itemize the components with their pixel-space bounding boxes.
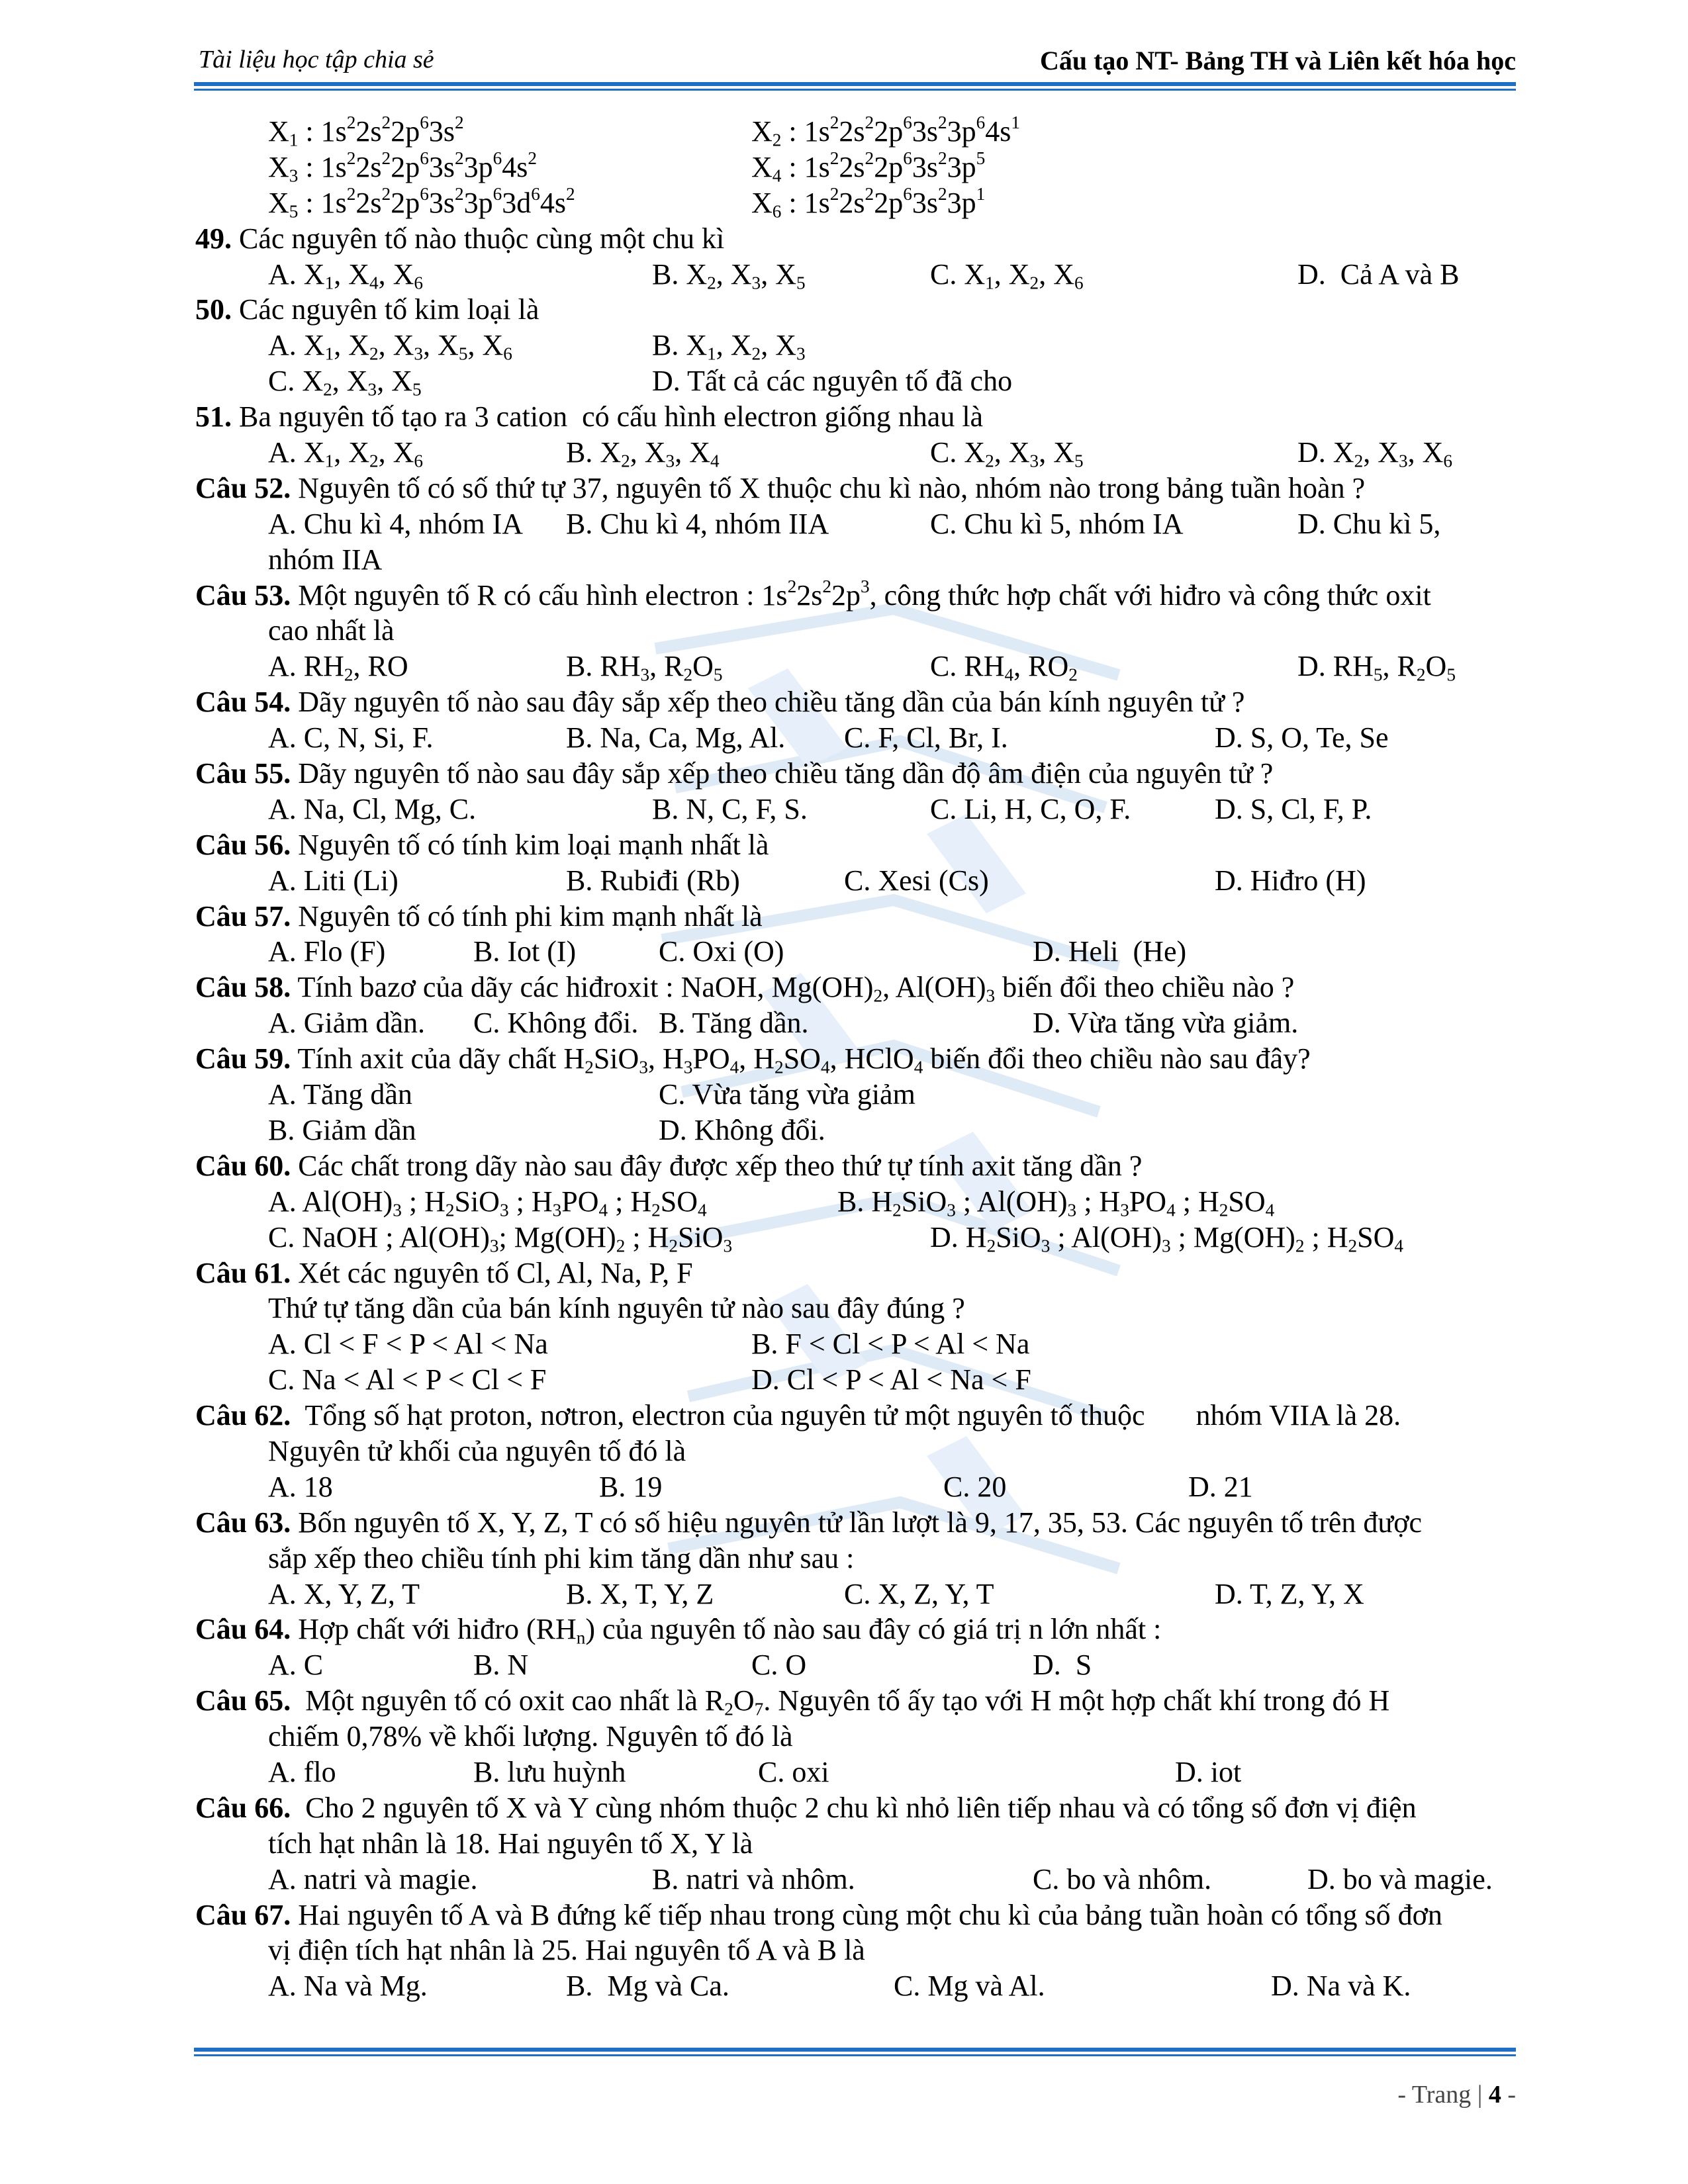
answer-option: B. N, C, F, S. bbox=[652, 792, 808, 825]
answer-option: C. 20 bbox=[943, 1470, 1007, 1503]
text-line bbox=[195, 257, 1516, 293]
text-line bbox=[195, 1541, 1516, 1576]
text-line bbox=[195, 1505, 1516, 1541]
answer-option: A. C bbox=[268, 1649, 324, 1682]
answer-option: D. S, O, Te, Se bbox=[1215, 721, 1389, 754]
text-line bbox=[195, 684, 1516, 720]
answer-option: $X_5$ : $1s^22s^22p^63s^23p^63d^64s^2$ bbox=[268, 183, 575, 222]
text-line bbox=[195, 720, 1516, 756]
text-line bbox=[195, 1184, 1516, 1220]
answer-option: D. S, Cl, F, P. bbox=[1215, 792, 1372, 825]
text-line bbox=[195, 542, 1516, 578]
answer-option: nhóm IIA bbox=[268, 543, 383, 576]
answer-option: A. Liti (Li) bbox=[268, 864, 399, 897]
text-line bbox=[195, 1220, 1516, 1255]
header-rule bbox=[194, 82, 1516, 86]
question-text: Câu 52. Nguyên tố có số thứ tự 37, nguyên tố X thuộc chu kì nào, nhóm nào trong bảng tuần hoàn ? bbox=[195, 471, 1366, 504]
text-line bbox=[195, 1362, 1516, 1398]
answer-option: A. $X_1$, $X_4$, $X_6$ bbox=[268, 257, 424, 293]
answer-option: A. Cl < F < P < Al < Na bbox=[268, 1328, 548, 1361]
question-text: 51. Ba nguyên tố tạo ra 3 cation có cấu hình electron giống nhau là bbox=[195, 400, 984, 433]
answer-option: D. Na và K. bbox=[1271, 1970, 1411, 2003]
answer-option: $X_1$ : $1s^22s^22p^63s^2$ bbox=[268, 112, 464, 150]
text-line bbox=[195, 292, 1516, 328]
text-line bbox=[195, 649, 1516, 684]
answer-option: sắp xếp theo chiều tính phi kim tăng dần như sau : bbox=[268, 1541, 855, 1574]
answer-option: C. Li, H, C, O, F. bbox=[930, 792, 1131, 825]
text-line bbox=[195, 1398, 1516, 1433]
answer-option: C. X, Z, Y, T bbox=[844, 1577, 994, 1610]
answer-option: A. Flo (F) bbox=[268, 935, 386, 968]
page-number: 4 bbox=[1488, 2081, 1501, 2109]
answer-option: C. Chu kì 5, nhóm IA bbox=[930, 507, 1184, 540]
text-line bbox=[195, 185, 1516, 221]
answer-option: B. Tăng dần. bbox=[659, 1007, 809, 1040]
text-line bbox=[195, 1719, 1516, 1754]
answer-option: C. oxi bbox=[758, 1755, 829, 1788]
answer-option: B. N bbox=[473, 1649, 529, 1682]
answer-option: B. $X_2$, $X_3$, $X_4$ bbox=[566, 436, 720, 471]
answer-option: D. Không đổi. bbox=[659, 1113, 825, 1146]
header-rule-thin bbox=[194, 89, 1516, 91]
text-line bbox=[195, 363, 1516, 399]
question-text: 49. Các nguyên tố nào thuộc cùng một chu kì bbox=[195, 222, 725, 255]
answer-option: D. Heli (He) bbox=[1033, 935, 1187, 968]
answer-option: A. X, Y, Z, T bbox=[268, 1577, 420, 1610]
question-text: Câu 66. Cho 2 nguyên tố X và Y cùng nhóm thuộc 2 chu kì nhỏ liên tiếp nhau và có tổng số đơn vị điện bbox=[195, 1791, 1417, 1824]
text-line bbox=[195, 1041, 1516, 1077]
answer-option: B. X, T, Y, Z bbox=[566, 1577, 714, 1610]
answer-option: C. Oxi (O) bbox=[659, 935, 784, 968]
answer-option: B. Iot (I) bbox=[473, 935, 577, 968]
answer-option: D. Chu kì 5, bbox=[1297, 507, 1441, 540]
answer-option: B. Mg và Ca. bbox=[566, 1970, 729, 2003]
question-text: Câu 55. Dãy nguyên tố nào sau đây sắp xếp theo chiều tăng dần độ âm điện của nguyên tử ? bbox=[195, 757, 1274, 790]
page-footer bbox=[1397, 2080, 1516, 2109]
question-text: Câu 59. Tính axit của dãy chất $H_2SiO_3$, $H_3PO_4$, $H_2SO_4$, HClO$_4$ biến đổi theo chiều nào sau đây? bbox=[195, 1042, 1311, 1077]
question-text: Câu 67. Hai nguyên tố A và B đứng kế tiếp nhau trong cùng một chu kì của bảng tuần hoàn có tổng số đơn bbox=[195, 1898, 1442, 1931]
text-line bbox=[195, 1148, 1516, 1184]
text-line bbox=[195, 506, 1516, 542]
text-line bbox=[195, 471, 1516, 506]
text-line bbox=[195, 613, 1516, 649]
answer-option: C. Mg và Al. bbox=[894, 1970, 1045, 2003]
answer-option: $X_4$ : $1s^22s^22p^63s^23p^5$ bbox=[751, 148, 986, 186]
answer-option: D. Cl < P < Al < Na < F bbox=[751, 1363, 1031, 1396]
answer-option: Thứ tự tăng dần của bán kính nguyên tử nào sau đây đúng ? bbox=[268, 1292, 965, 1325]
answer-option: C. F, Cl, Br, I. bbox=[844, 721, 1008, 754]
text-line bbox=[195, 221, 1516, 257]
answer-option: C. $RH_4$, $RO_2$ bbox=[930, 650, 1078, 685]
answer-option: D. Hiđro (H) bbox=[1215, 864, 1366, 897]
answer-option: B. F < Cl < P < Al < Na bbox=[751, 1328, 1030, 1361]
text-line bbox=[195, 1433, 1516, 1469]
text-line bbox=[195, 756, 1516, 792]
text-line bbox=[195, 863, 1516, 899]
text-line bbox=[195, 1754, 1516, 1790]
text-line bbox=[195, 1291, 1516, 1326]
question-text: Câu 56. Nguyên tố có tính kim loại mạnh nhất là bbox=[195, 828, 769, 861]
answer-option: D. bo và magie. bbox=[1307, 1862, 1493, 1895]
answer-option: C. Xesi (Cs) bbox=[844, 864, 989, 897]
header-right-title: Cấu tạo NT- Bảng TH và Liên kết hóa học bbox=[1039, 46, 1516, 75]
answer-option: C. bo và nhôm. bbox=[1033, 1862, 1212, 1895]
text-line bbox=[195, 934, 1516, 970]
answer-option: D. iot bbox=[1175, 1755, 1242, 1788]
answer-option: C. O bbox=[751, 1649, 807, 1682]
answer-option: D. $H_2SiO_3$ ; $Al(OH)_3$ ; $Mg(OH)_2$ ; $H_2SO_4$ bbox=[930, 1220, 1403, 1256]
answer-option: D. Tất cả các nguyên tố đã cho bbox=[652, 365, 1013, 398]
answer-option: B. Na, Ca, Mg, Al. bbox=[566, 721, 786, 754]
answer-option: A. 18 bbox=[268, 1470, 333, 1503]
question-list bbox=[195, 114, 1516, 2004]
question-text: Câu 65. Một nguyên tố có oxit cao nhất là $R_2O_7$. Nguyên tố ấy tạo với H một hợp chất khí trong đó H bbox=[195, 1684, 1390, 1719]
answer-option: chiếm 0,78% về khối lượng. Nguyên tố đó là bbox=[268, 1720, 793, 1753]
text-line bbox=[195, 1862, 1516, 1897]
answer-option: C. Vừa tăng vừa giảm bbox=[659, 1078, 915, 1111]
answer-option: Nguyên tử khối của nguyên tố đó là bbox=[268, 1434, 686, 1467]
text-line bbox=[195, 1005, 1516, 1041]
answer-option: A. $X_1$, $X_2$, $X_6$ bbox=[268, 436, 424, 471]
answer-option: tích hạt nhân là 18. Hai nguyên tố X, Y là bbox=[268, 1827, 753, 1860]
answer-option: A. flo bbox=[268, 1755, 336, 1788]
footer-rule-thin bbox=[194, 2054, 1516, 2056]
answer-option: C. $X_1$, $X_2$, $X_6$ bbox=[930, 257, 1084, 293]
answer-option: A. $RH_2$, RO bbox=[268, 650, 408, 685]
question-text: 50. Các nguyên tố kim loại là bbox=[195, 293, 539, 326]
answer-option: A. Chu kì 4, nhóm IA bbox=[268, 507, 523, 540]
question-text: Câu 61. Xét các nguyên tố Cl, Al, Na, P, F bbox=[195, 1256, 693, 1289]
text-line bbox=[195, 1612, 1516, 1647]
text-line bbox=[195, 1113, 1516, 1148]
text-line bbox=[195, 827, 1516, 863]
text-line bbox=[195, 970, 1516, 1005]
answer-option: $X_2$ : $1s^22s^22p^63s^23p^64s^1$ bbox=[751, 112, 1020, 150]
text-line bbox=[195, 1647, 1516, 1683]
header-left-title: Tài liệu học tập chia sẻ bbox=[199, 46, 434, 73]
answer-option: B. natri và nhôm. bbox=[652, 1862, 855, 1895]
answer-option: B. lưu huỳnh bbox=[473, 1755, 626, 1788]
text-line bbox=[195, 399, 1516, 435]
text-line bbox=[195, 1826, 1516, 1862]
text-line bbox=[195, 899, 1516, 934]
answer-option: $X_6$ : $1s^22s^22p^63s^23p^1$ bbox=[751, 183, 986, 222]
text-line bbox=[195, 150, 1516, 185]
answer-option: A. natri và magie. bbox=[268, 1862, 478, 1895]
answer-option: C. $X_2$, $X_3$, $X_5$ bbox=[930, 436, 1084, 471]
answer-option: D. $X_2$, $X_3$, $X_6$ bbox=[1297, 436, 1453, 471]
answer-option: D. $RH_5$, $R_2O_5$ bbox=[1297, 650, 1456, 685]
text-line bbox=[195, 1576, 1516, 1612]
text-line bbox=[195, 792, 1516, 827]
question-text: Câu 53. Một nguyên tố R có cấu hình electron : $1s^22s^22p^3$, công thức hợp chất với hiđro và công thức oxit bbox=[195, 576, 1431, 612]
answer-option: B. $X_1$, $X_2$, $X_3$ bbox=[652, 329, 806, 364]
text-line bbox=[195, 1897, 1516, 1933]
answer-option: A. C, N, Si, F. bbox=[268, 721, 434, 754]
text-line bbox=[195, 578, 1516, 614]
answer-option: D. Cả A và B bbox=[1297, 257, 1460, 291]
answer-option: D. S bbox=[1033, 1649, 1092, 1682]
answer-option: B. $H_2SiO_3$ ; $Al(OH)_3$ ; $H_3PO_4$ ; $H_2SO_4$ bbox=[837, 1185, 1275, 1220]
text-line bbox=[195, 114, 1516, 150]
question-text: Câu 57. Nguyên tố có tính phi kim mạnh nhất là bbox=[195, 899, 763, 933]
answer-option: A. Na và Mg. bbox=[268, 1970, 428, 2003]
answer-option: B. Rubiđi (Rb) bbox=[566, 864, 740, 897]
question-text: Câu 64. Hợp chất với hiđro $(RH_n)$ của nguyên tố nào sau đây có giá trị n lớn nhất : bbox=[195, 1613, 1162, 1649]
answer-option: A. $X_1$, $X_2$, $X_3$, $X_5$, $X_6$ bbox=[268, 329, 512, 364]
text-line bbox=[195, 328, 1516, 363]
answer-option: C. $X_2$, $X_3$, $X_5$ bbox=[268, 365, 422, 400]
question-text: Câu 60. Các chất trong dãy nào sau đây được xếp theo thứ tự tính axit tăng dần ? bbox=[195, 1149, 1143, 1182]
answer-option: D. T, Z, Y, X bbox=[1215, 1577, 1364, 1610]
answer-option: A. Na, Cl, Mg, C. bbox=[268, 792, 477, 825]
answer-option: vị điện tích hạt nhân là 25. Hai nguyên tố A và B là bbox=[268, 1934, 865, 1967]
footer-prefix: - Trang | bbox=[1397, 2081, 1489, 2109]
answer-option: B. Chu kì 4, nhóm IIA bbox=[566, 507, 829, 540]
text-line bbox=[195, 1933, 1516, 1968]
answer-option: C. Na < Al < P < Cl < F bbox=[268, 1363, 547, 1396]
answer-option: A. $Al(OH)_3$ ; $H_2SiO_3$ ; $H_3PO_4$ ; $H_2SO_4$ bbox=[268, 1185, 707, 1220]
question-text: Câu 62. Tổng số hạt proton, nơtron, electron của nguyên tử một nguyên tố thuộc nhóm VIIA là 28. bbox=[195, 1399, 1401, 1432]
question-text: Câu 58. Tính bazơ của dãy các hiđroxit : NaOH, $Mg(OH)_2$, $Al(OH)_3$ biến đổi theo chiều nào ? bbox=[195, 971, 1295, 1006]
question-text: Câu 63. Bốn nguyên tố X, Y, Z, T có số hiệu nguyên tử lần lượt là 9, 17, 35, 53. Các nguyên tố trên được bbox=[195, 1506, 1423, 1539]
answer-option: C. Không đổi. bbox=[473, 1007, 639, 1040]
text-line bbox=[195, 1326, 1516, 1362]
answer-option: D. 21 bbox=[1188, 1470, 1253, 1503]
text-line bbox=[195, 1968, 1516, 2004]
question-text: Câu 54. Dãy nguyên tố nào sau đây sắp xếp theo chiều tăng dần của bán kính nguyên tử ? bbox=[195, 686, 1245, 719]
answer-option: B. 19 bbox=[599, 1470, 663, 1503]
text-line bbox=[195, 1469, 1516, 1505]
footer-rule bbox=[194, 2048, 1516, 2052]
answer-option: B. Giảm dần bbox=[268, 1113, 416, 1146]
answer-option: A. Tăng dần bbox=[268, 1078, 412, 1111]
text-line bbox=[195, 1790, 1516, 1826]
text-line bbox=[195, 435, 1516, 471]
footer-suffix: - bbox=[1501, 2081, 1516, 2109]
answer-option: A. Giảm dần. bbox=[268, 1007, 426, 1040]
text-line bbox=[195, 1255, 1516, 1291]
answer-option: cao nhất là bbox=[268, 614, 395, 647]
text-line bbox=[195, 1077, 1516, 1113]
answer-option: C. NaOH ; $Al(OH)_3$; $Mg(OH)_2$ ; $H_2SiO_3$ bbox=[268, 1220, 733, 1256]
answer-option: B. $X_2$, $X_3$, $X_5$ bbox=[652, 257, 806, 293]
answer-option: B. $RH_3$, $R_2O_5$ bbox=[566, 650, 723, 685]
text-line bbox=[195, 1683, 1516, 1719]
answer-option: D. Vừa tăng vừa giảm. bbox=[1033, 1007, 1299, 1040]
answer-option: $X_3$ : $1s^22s^22p^63s^23p^64s^2$ bbox=[268, 148, 537, 186]
